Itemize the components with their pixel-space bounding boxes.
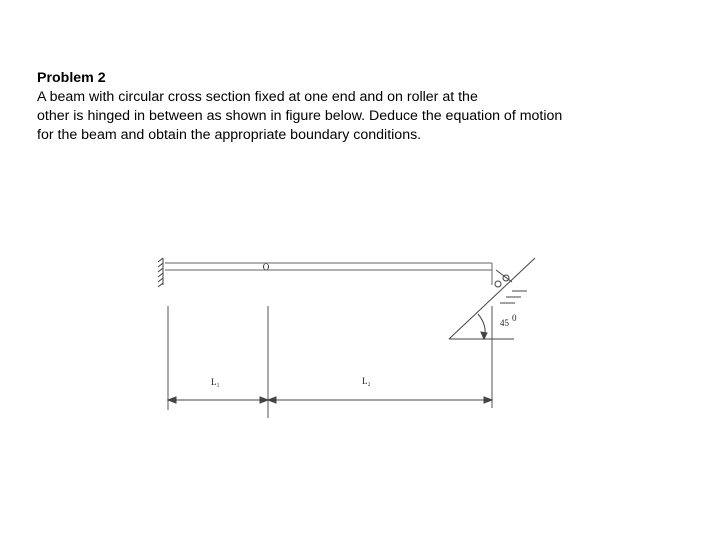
label-l1: L₁ [211,377,220,387]
roller-support [495,270,512,287]
dimension-line [168,397,492,403]
problem-line-1: A beam with circular cross section fixed at one end and on roller at the [37,89,478,105]
hinge-symbol: O [262,262,270,272]
problem-line-2: other is hinged in between as shown in figure below. Deduce the equation of motion [37,108,563,124]
fixed-wall-support [158,258,163,287]
label-l2: L₂ [362,376,371,386]
angle-degree-mark: 0 [512,313,517,323]
problem-line-3: for the beam and obtain the appropriate boundary conditions. [37,127,422,143]
angle-label: 45 [500,318,509,328]
angle-marker [478,314,487,339]
problem-title: Problem 2 [37,70,106,86]
beam [165,263,492,285]
extension-lines [168,306,492,418]
